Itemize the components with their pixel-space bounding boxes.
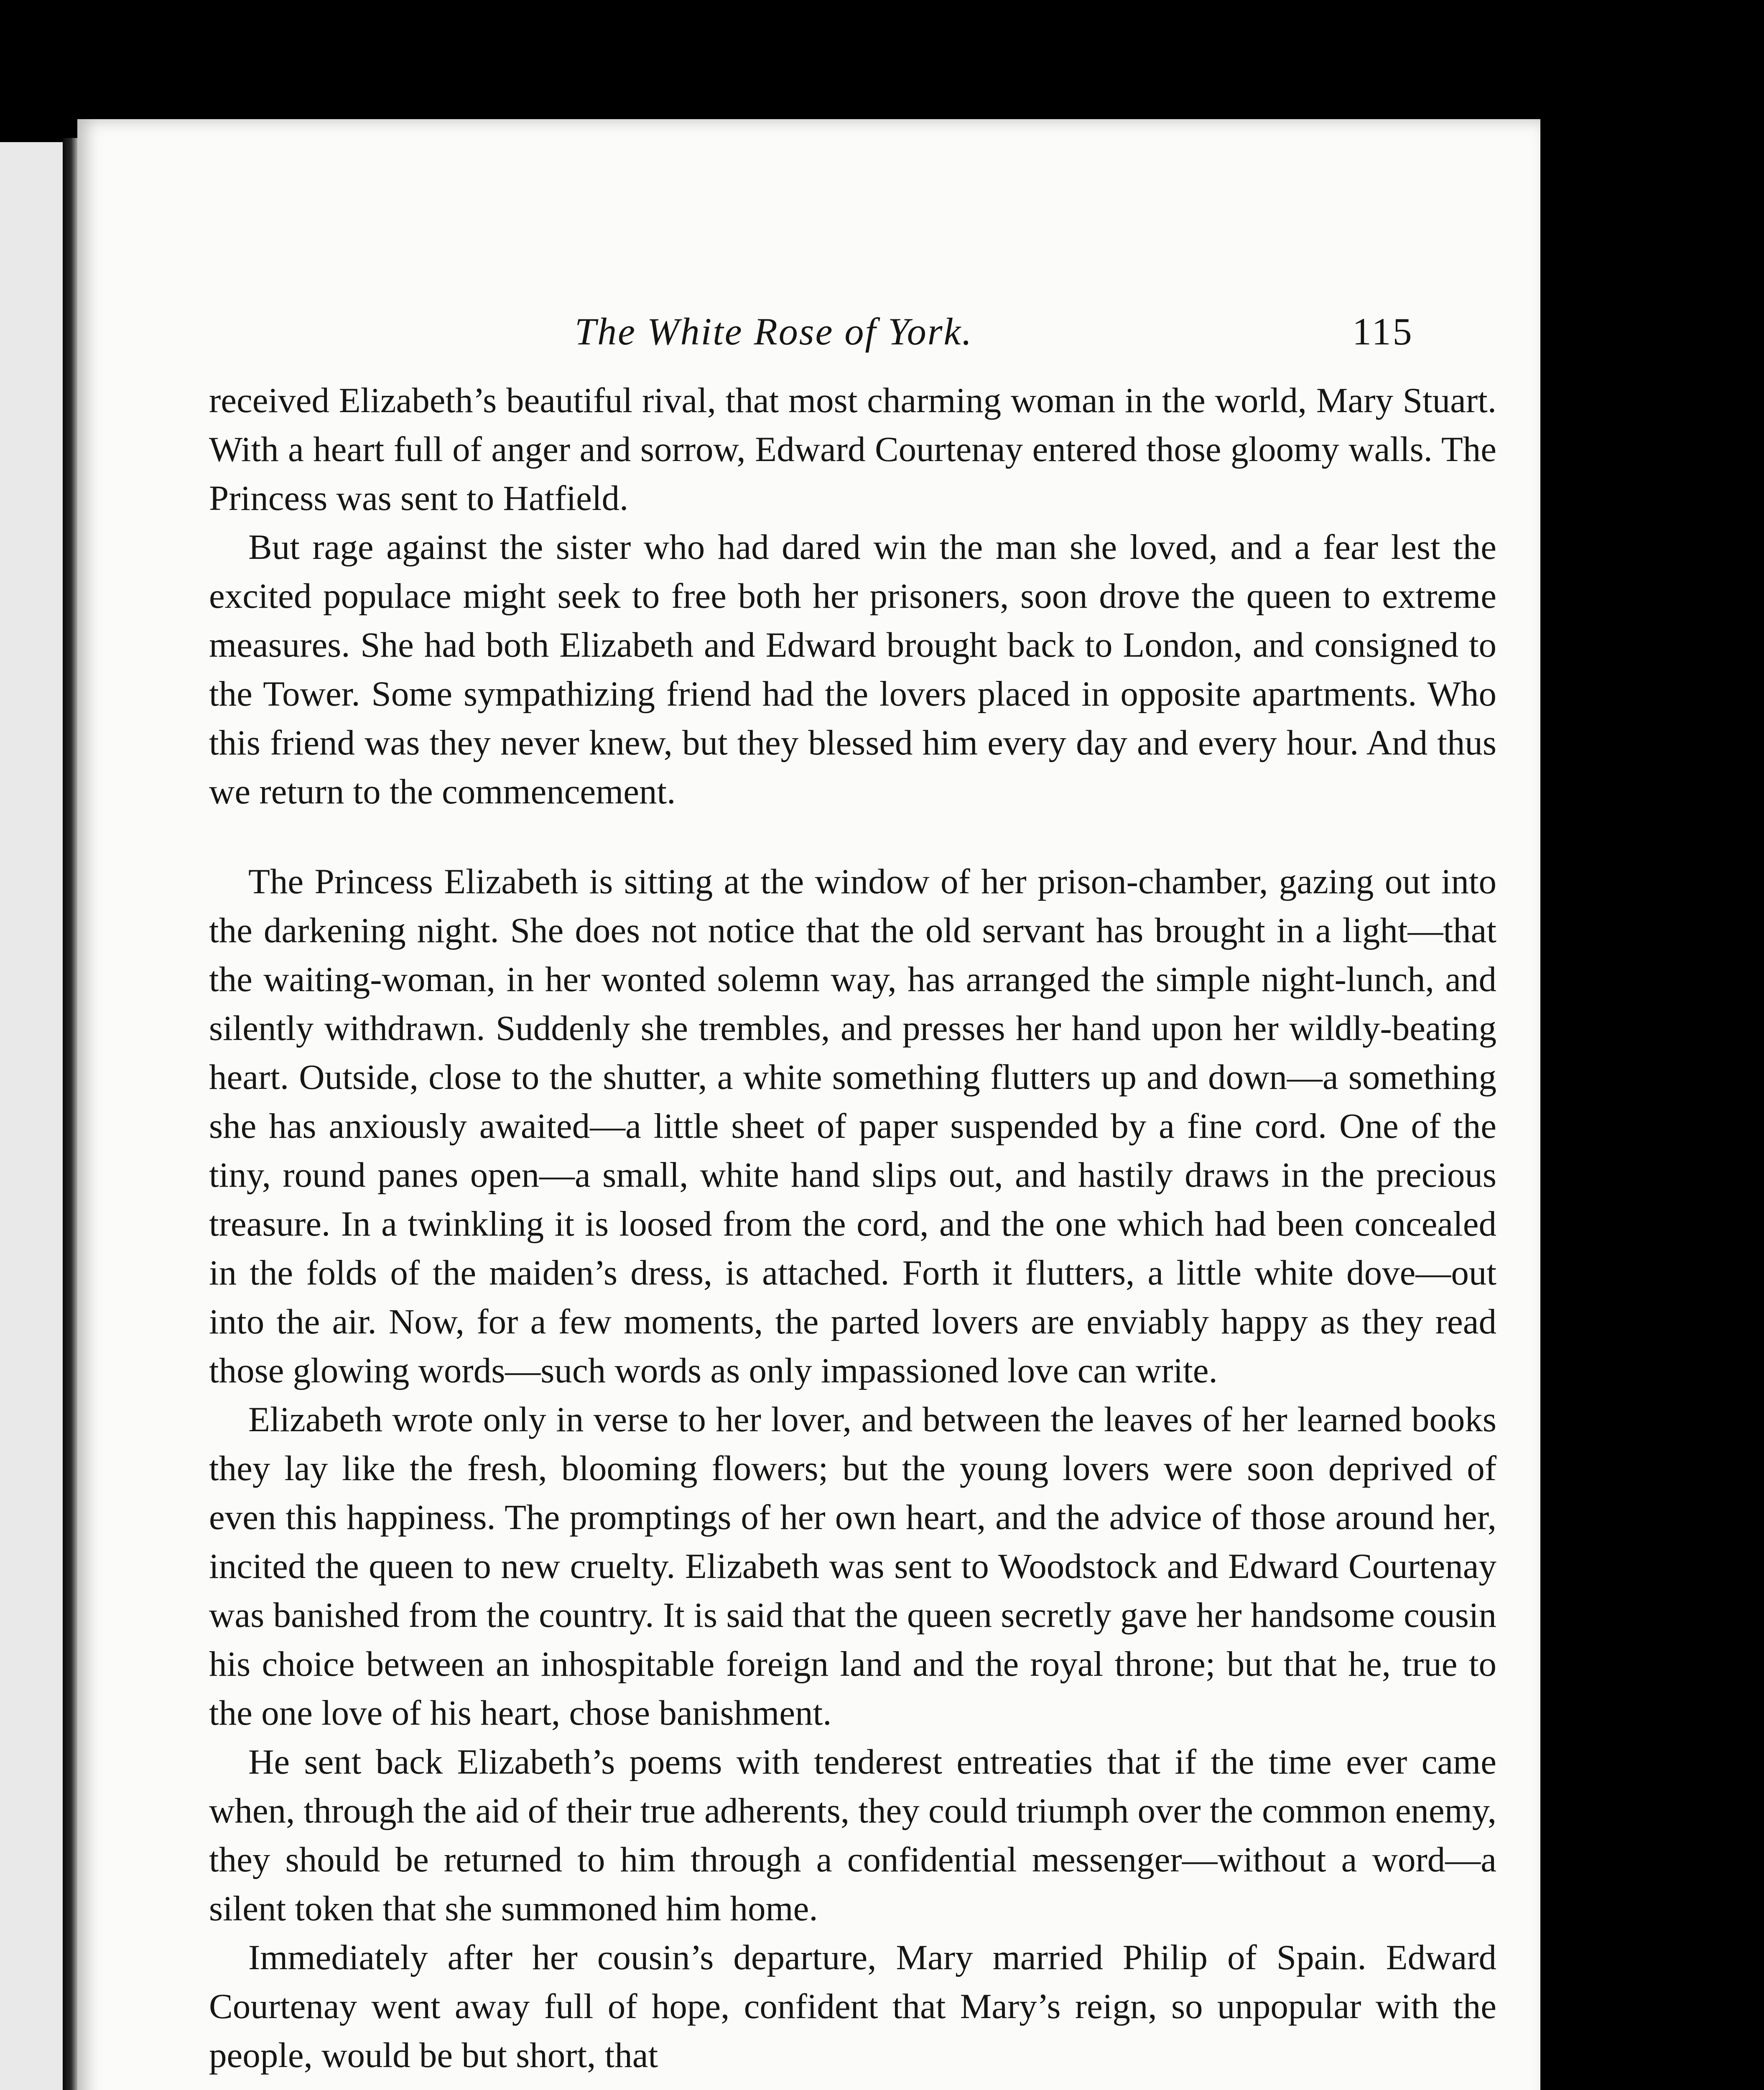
- previous-page-edge: [0, 142, 65, 2090]
- book-page: [77, 119, 1540, 2090]
- running-title: The White Rose of York.: [575, 310, 973, 353]
- running-head: [77, 309, 1540, 368]
- paragraph-1: received Elizabeth’s beautiful rival, that most charming woman in the world, Mary Stuart. With a heart full of anger and sorrow, Edward Courtenay entered those gloomy walls. The Princess was sent to Hatfield.: [209, 381, 1496, 518]
- paragraph-6: Immediately after her cousin’s departure, Mary married Philip of Spain. Edward Courtenay went away full of hope, confident that Mary’s reign, so unpopular with the people, would be but short, that: [209, 1938, 1496, 2075]
- paragraph-3: The Princess Elizabeth is sitting at the window of her prison-chamber, gazing out into the darkening night. She does not notice that the old servant has brought in a light—that the waiting-woman, in her wonted solemn way, has arranged the simple night-lunch, and silently withdrawn. Suddenly she trembles, and presses her hand upon her wildly-beating heart. Outside, close to the shutter, a white something flutters up and down—a something she has anxiously awaited—a little sheet of paper suspended by a fine cord. One of the tiny, round panes open—a small, white hand slips out, and hastily draws in the precious treasure. In a twinkling it is loosed from the cord, and the one which had been concealed in the folds of the maiden’s dress, is attached. Forth it flutters, a little white dove—out into the air. Now, for a few moments, the parted lovers are enviably happy as they read those glowing words—such words as only impassioned love can write.: [209, 862, 1496, 1390]
- paragraph-4: Elizabeth wrote only in verse to her lover, and between the leaves of her learned books they lay like the fresh, blooming flowers; but the young lovers were soon deprived of even this happiness. The promptings of her own heart, and the advice of those around her, incited the queen to new cruelty. Elizabeth was sent to Woodstock and Edward Courtenay was banished from the country. It is said that the queen secretly gave her handsome cousin his choice between an inhospitable foreign land and the royal throne; but that he, true to the one love of his heart, chose banishment.: [209, 1400, 1496, 1733]
- body-text: [209, 376, 1496, 2080]
- page-number: 115: [1352, 310, 1414, 353]
- book-gutter: [63, 138, 79, 2090]
- paragraph-2: But rage against the sister who had dared win the man she loved, and a fear lest the excited populace might seek to free both her prisoners, soon drove the queen to extreme measures. She had both Elizabeth and Edward brought back to London, and consigned to the Tower. Some sympathizing friend had the lovers placed in opposite apartments. Who this friend was they never knew, but they blessed him every day and every hour. And thus we return to the commencement.: [209, 528, 1496, 811]
- paragraph-5: He sent back Elizabeth’s poems with tenderest entreaties that if the time ever came when, through the aid of their true adherents, they could triumph over the common enemy, they should be returned to him through a confidential messenger—without a word—a silent token that she summoned him home.: [209, 1742, 1496, 1928]
